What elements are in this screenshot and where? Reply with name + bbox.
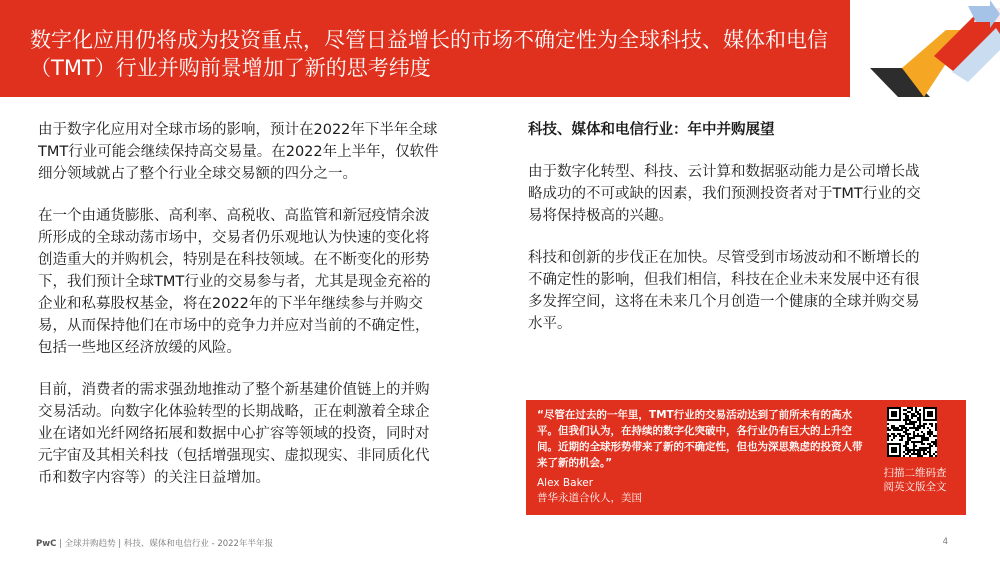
section-subheading: 科技、媒体和电信行业：年中并购展望 xyxy=(528,122,775,138)
header-banner xyxy=(0,0,1000,97)
right-column xyxy=(528,119,933,355)
left-paragraph-2: 在一个由通货膨胀、高利率、高税收、高监管和新冠疫情余波所形成的全球动荡市场中，交易者仍乐观地认为快速的变化将创造重大的并购机会，特别是在科技领域。在不断变化的形势下，我们预计全球TMT行业的交易参与者，尤其是现金充裕的企业和私募股权基金，将在2022年的下半年继续参与并购交易，从而保持他们在市场中的竞争力并应对当前的不确定性，包括一些地区经济放缓的风险。 xyxy=(38,208,431,356)
footer xyxy=(36,537,273,549)
quote-box xyxy=(526,400,966,515)
qr-caption: 扫描二维码查阅英文版全文 xyxy=(883,467,947,493)
right-paragraph-2: 科技和创新的步伐正在加快。尽管受到市场波动和不断增长的不确定性的影响，但我们相信，科技在企业未来发展中还有很多发挥空间，这将在未来几个月创造一个健康的全球并购交易水平。 xyxy=(528,250,920,332)
quote-author-role: 普华永道合伙人，美国 xyxy=(537,492,642,504)
right-paragraph-1: 由于数字化转型、科技、云计算和数据驱动能力是公司增长战略成功的不可或缺的因素，我们预测投资者对于TMT行业的交易将保持极高的兴趣。 xyxy=(528,164,921,224)
left-paragraph-3: 目前，消费者的需求强劲地推动了整个新基建价值链上的并购交易活动。向数字化体验转型的长期战略，正在刺激着全球企业在诸如光纤网络拓展和数据中心扩容等领域的投资，同时对元宇宙及其相关科技（包括增强现实、虚拟现实、非同质化代币和数字内容等）的关注日益增加。 xyxy=(38,382,430,486)
footer-text: | 全球并购趋势 | 科技、媒体和电信行业 - 2022年半年报 xyxy=(56,539,273,549)
qr-code-icon[interactable] xyxy=(887,407,937,457)
pwc-arrow-logo-icon xyxy=(850,0,1000,97)
quote-text: “尽管在过去的一年里，TMT行业的交易活动达到了前所未有的高水平。但我们认为，在持续的数字化突破中，各行业仍有巨大的上升空间。近期的全球形势带来了新的不确定性，但也为深思熟虑的投资人带来了新的机会。” xyxy=(537,409,863,469)
quote-author-name: Alex Baker xyxy=(537,477,594,489)
left-column xyxy=(38,119,443,509)
page-title: 数字化应用仍将成为投资重点，尽管日益增长的市场不确定性为全球科技、媒体和电信（TMT）行业并购前景增加了新的思考纬度 xyxy=(30,28,828,80)
left-paragraph-1: 由于数字化应用对全球市场的影响，预计在2022年下半年全球TMT行业可能会继续保持高交易量。在2022年上半年，仅软件细分领域就占了整个行业全球交易额的四分之一。 xyxy=(38,122,439,182)
page-number: 4 xyxy=(942,537,948,547)
footer-brand: PwC xyxy=(36,539,57,549)
